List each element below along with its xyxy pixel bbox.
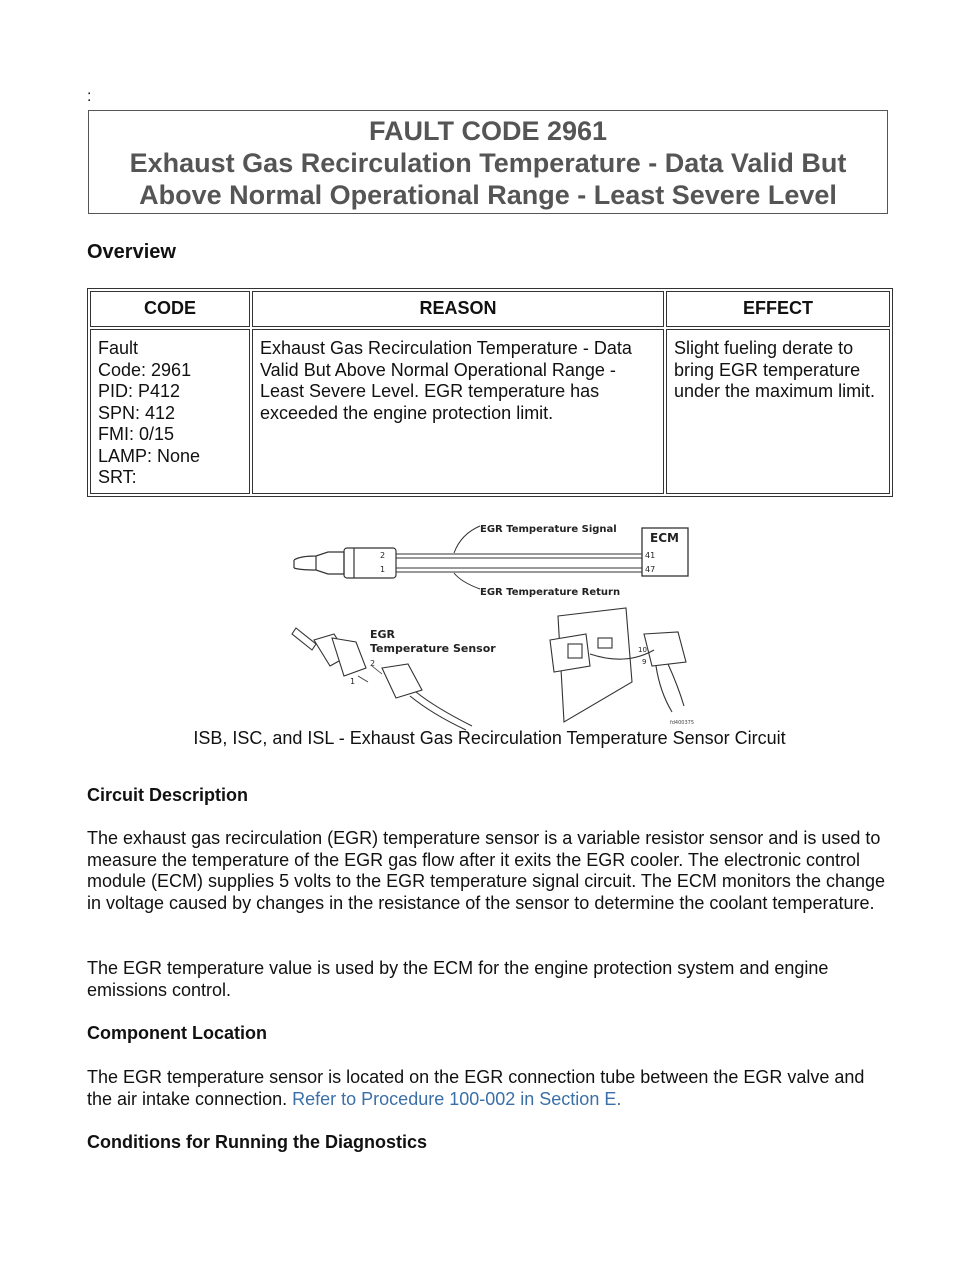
- header-reason: REASON: [252, 291, 664, 327]
- sensor-circuit-diagram: [286, 516, 706, 731]
- code-line: SPN: 412: [98, 402, 176, 423]
- figure-caption: ISB, ISC, and ISL - Exhaust Gas Recirculation Temperature Sensor Circuit: [193, 728, 786, 748]
- connector-pin-1-label: 1: [350, 677, 356, 686]
- ecm-label: ECM: [650, 531, 679, 545]
- conditions-heading: Conditions for Running the Diagnostics: [87, 1132, 427, 1152]
- code-line: SRT:: [98, 467, 137, 487]
- code-line: PID: P412: [98, 381, 181, 401]
- ecm-pin-9-label: 9: [642, 658, 647, 666]
- circuit-wires: [396, 554, 642, 572]
- fault-title-line: Above Normal Operational Range - Least Severe Level: [139, 180, 837, 210]
- ecm-illustration: [550, 608, 686, 722]
- table-header-row: [90, 291, 890, 327]
- circuit-description-paragraph-2: The EGR temperature value is used by the ECM for the engine protection system and engine emissions control.: [87, 958, 829, 1000]
- procedure-link[interactable]: Refer to Procedure 100-002 in Section E.: [292, 1088, 622, 1109]
- component-location-heading: Component Location: [87, 1023, 267, 1043]
- sensor-pin-1-label: 1: [380, 565, 386, 574]
- sensor-label-temperature: Temperature Sensor: [370, 642, 496, 655]
- code-line: Code: 2961: [98, 359, 192, 380]
- component-location-text: The EGR temperature sensor is located on the EGR connection tube between the EGR valve and the air intake connection.: [87, 1067, 865, 1109]
- figure-id: fd400375: [670, 720, 695, 726]
- fault-code-title: FAULT CODE 2961: [368, 116, 608, 146]
- fault-title-box: [88, 110, 888, 214]
- effect-cell: Slight fueling derate to bring EGR temperature under the maximum limit.: [666, 329, 890, 494]
- reason-cell: Exhaust Gas Recirculation Temperature - Data Valid But Above Normal Operational Range - Least Severe Level. EGR temperature has exceeded the engine protection limit.: [252, 329, 664, 494]
- sensor-pin-2-label: 2: [380, 551, 386, 560]
- ecm-pin-47-label: 47: [645, 565, 656, 574]
- overview-heading: Overview: [87, 241, 176, 263]
- ecm-pin-41-label: 41: [645, 551, 656, 560]
- header-code: CODE: [90, 291, 250, 327]
- code-line: FMI: 0/15: [98, 424, 175, 444]
- component-location-paragraph: [87, 1067, 887, 1110]
- code-cell: [90, 329, 250, 494]
- fault-title-line: Exhaust Gas Recirculation Temperature - Data Valid But: [129, 148, 847, 178]
- return-label: EGR Temperature Return: [480, 587, 621, 598]
- ecm-pin-10-label: 10: [638, 646, 647, 654]
- code-line: LAMP: None: [98, 445, 201, 466]
- connector-pin-2-label: 2: [370, 659, 376, 668]
- fault-code-table: [87, 288, 893, 497]
- sensor-label-egr: EGR: [370, 628, 396, 641]
- code-line: Fault: [98, 338, 139, 358]
- signal-label: EGR Temperature Signal: [480, 524, 617, 535]
- table-row: [90, 329, 890, 494]
- circuit-description-paragraph: The exhaust gas recirculation (EGR) temperature sensor is a variable resistor sensor and is used to measure the temperature of the EGR gas flow after it exits the EGR cooler. The electronic control module (ECM) supplies 5 volts to the EGR temperature signal circuit. The ECM monitors the change in voltage caused by changes in the resistance of the sensor to determine the coolant temperature.: [87, 828, 886, 913]
- circuit-description-heading: Circuit Description: [87, 785, 249, 805]
- page-colon: :: [87, 88, 92, 105]
- header-effect: EFFECT: [666, 291, 890, 327]
